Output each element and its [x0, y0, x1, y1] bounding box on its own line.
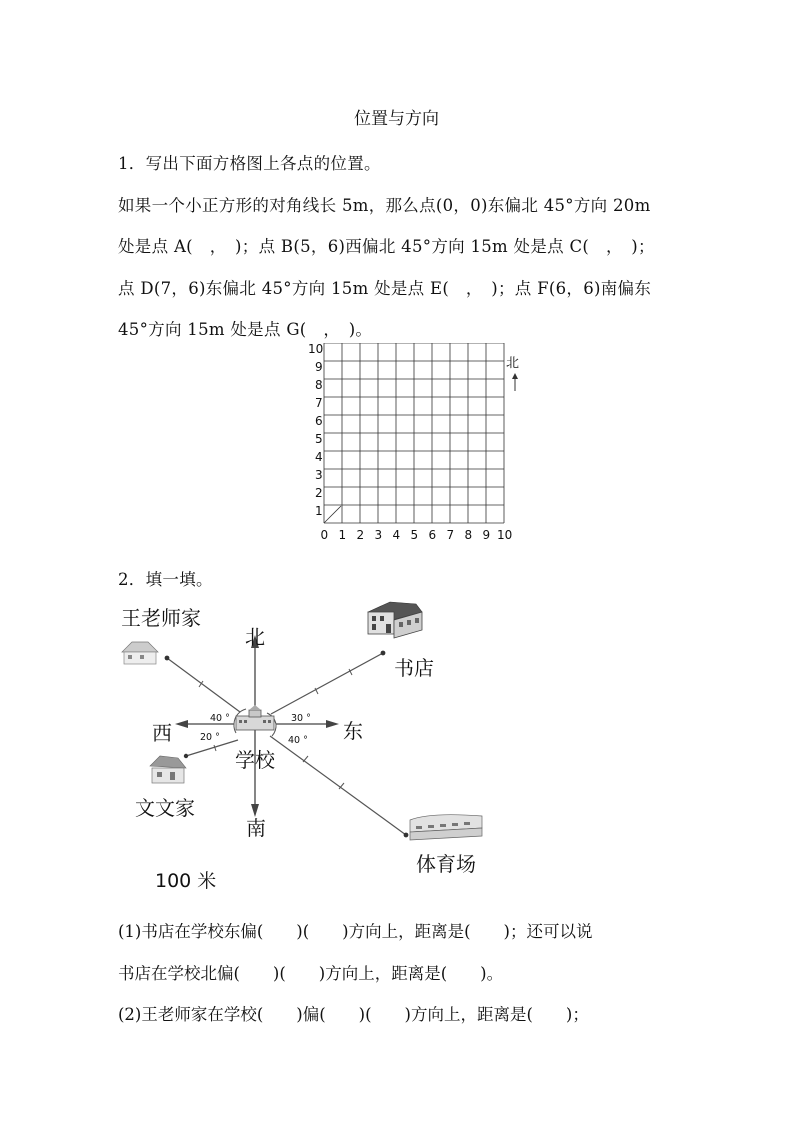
q2-question-1a: (1)书店在学校东偏( )( )方向上，距离是( )；还可以说 [118, 922, 593, 941]
label-stadium: 体育场 [416, 852, 476, 876]
grid-y-label: 10 [308, 343, 324, 356]
wang-house-icon [122, 642, 158, 664]
page-title: 位置与方向 [354, 109, 439, 129]
label-bookstore: 书店 [394, 656, 434, 680]
q1-heading: 1．写出下面方格图上各点的位置。 [118, 154, 381, 173]
grid-x-label: 9 [482, 528, 491, 542]
grid-x-label: 0 [320, 528, 329, 542]
grid-x-label: 8 [464, 528, 473, 542]
label-west: 西 [152, 721, 172, 745]
west-arrowhead [175, 720, 188, 728]
point-wenwen [184, 754, 188, 758]
label-wang-house: 王老师家 [121, 606, 201, 630]
q2-heading: 2．填一填。 [118, 570, 213, 589]
point-wang [165, 656, 170, 661]
grid-y-label: 8 [315, 378, 323, 392]
q2-question-2: (2)王老师家在学校( )偏( )( )方向上，距离是( )； [118, 1005, 589, 1024]
grid-x-label: 6 [428, 528, 437, 542]
grid-y-label: 1 [315, 504, 323, 518]
grid-x-label: 2 [356, 528, 365, 542]
label-scale: 100 米 [155, 870, 217, 892]
diagonal-mark [324, 506, 341, 523]
label-north: 北 [245, 625, 265, 649]
label-south: 南 [246, 816, 266, 840]
grid-y-label: 7 [315, 396, 323, 410]
label-wenwen-house: 文文家 [135, 796, 195, 820]
point-stadium [404, 833, 409, 838]
grid-x-label: 1 [338, 528, 347, 542]
angle-bookstore: 30 ° [291, 713, 311, 724]
angle-stadium: 40 ° [288, 735, 308, 746]
east-arrowhead [326, 720, 339, 728]
grid-y-label: 5 [315, 432, 323, 446]
q2-question-1b: 书店在学校北偏( )( )方向上，距离是( )。 [118, 964, 504, 983]
angle-wenwen: 20 ° [200, 732, 220, 743]
stadium-building-icon [410, 815, 482, 840]
ray-wang [167, 658, 240, 712]
q1-line-4: 45°方向 15m 处是点 G( ， )。 [118, 320, 373, 339]
ray-stadium [270, 736, 406, 835]
coordinate-grid [300, 343, 540, 558]
grid-x-label: 5 [410, 528, 419, 542]
q1-line-1: 如果一个小正方形的对角线长 5m，那么点(0，0)东偏北 45°方向 20m [118, 196, 651, 215]
grid-y-label: 9 [315, 360, 323, 374]
label-east: 东 [343, 719, 363, 743]
grid-north-arrowhead [512, 373, 518, 379]
grid-y-label: 3 [315, 468, 323, 482]
label-school: 学校 [235, 748, 275, 772]
grid-x-label: 7 [446, 528, 455, 542]
grid-x-label: 3 [374, 528, 383, 542]
wenwen-house-icon [150, 756, 186, 783]
grid-y-label: 6 [315, 414, 323, 428]
ray-bookstore [271, 653, 383, 714]
grid-north-label: 北 [506, 356, 520, 371]
school-building-icon [236, 705, 274, 730]
grid-y-label: 2 [315, 486, 323, 500]
grid-x-label: 4 [392, 528, 401, 542]
bookstore-building-icon [368, 602, 422, 638]
point-bookstore [381, 651, 386, 656]
angle-wang: 40 ° [210, 713, 230, 724]
q1-line-3: 点 D(7，6)东偏北 45°方向 15m 处是点 E( ， )；点 F(6，6)南偏东 [118, 279, 652, 298]
q1-line-2: 处是点 A( ， )；点 B(5，6)西偏北 45°方向 15m 处是点 C( ， )； [118, 237, 655, 256]
grid-x-label: 10 [497, 528, 513, 542]
grid-y-label: 4 [315, 450, 323, 464]
